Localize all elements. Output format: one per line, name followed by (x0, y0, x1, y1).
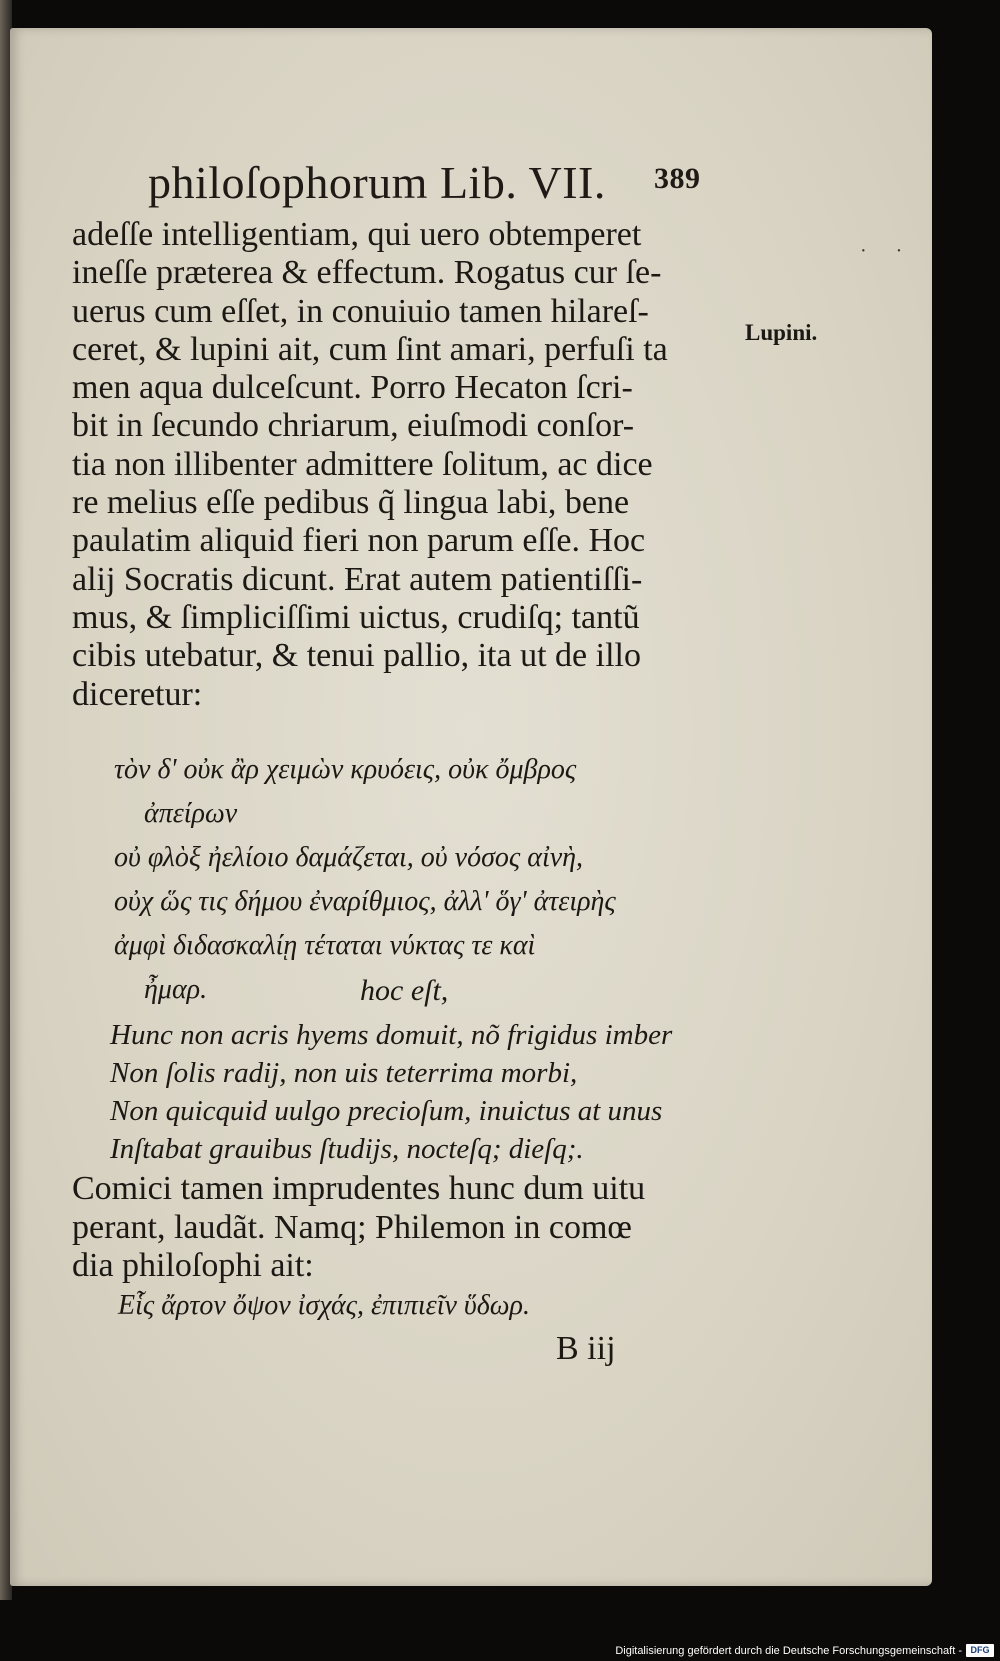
text-line: dia philoſophi ait: (72, 1247, 314, 1284)
greek-line: οὐχ ὥς τις δήμου ἐναρίθμιος, ἀλλ' ὅγ' ἀτειρὴς (114, 886, 616, 917)
greek-final-line: Εἷς ἄρτον ὄψον ἰσχάς, ἐπιπιεῖν ὕδωρ. (118, 1290, 530, 1321)
latin-line: Non ſolis radij, non uis teterrima morbi, (110, 1057, 578, 1089)
text-line: uerus cum eſſet, in conuiuio tamen hilareſ- (72, 292, 649, 330)
credit-text: Digitalisierung gefördert durch die Deutsche Forschungsgemeinschaft - (615, 1644, 962, 1657)
hoc-est-label: hoc eſt, (360, 974, 449, 1007)
text-line: re melius eſſe pedibus q̃ lingua labi, bene (72, 484, 630, 522)
page-number: 389 (654, 162, 701, 195)
greek-line: τὸν δ' οὐκ ἂρ χειμὼν κρυόεις, οὐκ ὄμβρος (114, 754, 577, 785)
prose-paragraph (72, 216, 732, 714)
running-head-title: philoſophorum Lib. VII. (148, 157, 606, 208)
latin-line: Non quicquid uulgo precioſum, inuictus at unus (110, 1095, 663, 1127)
greek-line: οὐ φλὸξ ἠελίοιο δαμάζεται, οὐ νόσος αἰνὴ, (114, 842, 584, 873)
text-line: paulatim aliquid fieri non parum eſſe. Hoc (72, 522, 646, 560)
dfg-logo: DFG (966, 1644, 994, 1657)
text-line: cibis utebatur, & tenui pallio, ita ut de illo (72, 637, 641, 675)
latin-verse (110, 1016, 730, 1168)
greek-line: ἀπείρων (144, 798, 238, 829)
latin-line: Hunc non acris hyems domuit, nõ frigidus imber (110, 1019, 673, 1051)
greek-verse (114, 754, 734, 1018)
greek-line: ἀμφὶ διδασκαλίῃ τέταται νύκτας τε καὶ (114, 930, 536, 961)
latin-line: Inſtabat grauibus ſtudijs, nocteſq; dieſq;. (110, 1133, 584, 1165)
text-line: bit in ſecundo chriarum, eiuſmodi conſor- (72, 407, 635, 445)
text-line: ceret, & lupini ait, cum ſint amari, perfuſi ta (72, 330, 668, 368)
text-line: Comici tamen imprudentes hunc dum uitu (72, 1170, 646, 1207)
prose-paragraph-2 (72, 1170, 732, 1286)
margin-note: Lupini. (745, 320, 818, 345)
running-head (148, 156, 748, 209)
digitization-credit (615, 1644, 994, 1657)
text-line: perant, laudãt. Namq; Philemon in comœ (72, 1208, 632, 1246)
text-line: mus, & ſimpliciſſimi uictus, crudiſq; tantũ (72, 598, 640, 636)
text-line: adeſſe intelligentiam, qui uero obtemperet (72, 216, 642, 253)
text-line: diceretur: (72, 675, 203, 713)
text-line: ineſſe præterea & effectum. Rogatus cur ſe- (72, 254, 662, 292)
margin-specks: · · (860, 240, 915, 262)
text-line: men aqua dulceſcunt. Porro Hecaton ſcri- (72, 369, 633, 407)
signature-mark: B iij (556, 1330, 616, 1367)
text-line: tia non illibenter admittere ſolitum, ac dice (72, 445, 653, 483)
text-line: alij Socratis dicunt. Erat autem patientiſſi- (72, 560, 643, 598)
greek-line: ἦμαρ. (144, 974, 208, 1005)
greek-line-with-hoc (114, 974, 734, 1018)
book-page (10, 28, 932, 1586)
